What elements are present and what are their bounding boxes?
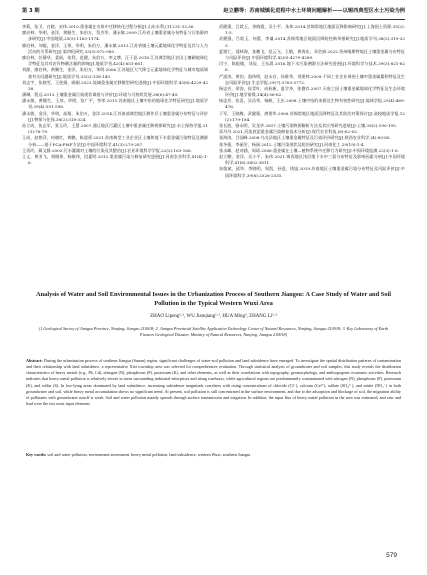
abstract [26, 358, 401, 407]
page-number: 579 [386, 552, 397, 559]
english-title: Analysis of Water and Soil Environmental Issues in the Urbanization Process of Southern Jiangsu: A Case Study of Water and Soil Pollution in the Typical Western Wuxi Area [35, 291, 392, 307]
running-header [22, 7, 405, 19]
reference-item: 武健强，吕敦玉，余晓霞，吴小平，朱伟.2014.苏锡常地区地面沉降影响研究[J].上海国土资源,35(2):1-5. [219, 24, 405, 36]
reference-item: 闫宁，陈振楼，刘辰，王东晨.2016.地下水污染溯源方法研究进展[J].环境科学与技术,39(3):821-826. [219, 61, 405, 73]
running-title: 赵立鹏等：苏南城镇化进程中水土环境问题解析——以锡西典型区水土污染为例 [223, 8, 405, 14]
reference-item: 朱俊斌，邱华，李晓明，周凯，孙进，钱旭.2019.苏南地区土壤重金属污染分布特征及风险评价[J].中国环境科学,39(6):2526-2535. [219, 166, 405, 178]
reference-item: 赵立鹏，金洋，吴小平，朱伟.2021.锡西地区浅层地下水中三氮分布特征及影响因素分析[J].中国环境科学,41(8):3802-3811. [219, 153, 405, 166]
reference-item: 杨忠芳，张喜，吴昌华，杨帆，王庆.2008.土壤中铅的来源及生物有效性研究[J].地球学报,29(4):469-476. [219, 98, 405, 110]
reference-item: 杨忠芳，余涛，侯青叶，成杭新，夏学齐，张德存.2007.天府之国土壤重金属地球化学特征及生态环境评价[J].地学前缘,14(4):56-62. [219, 85, 405, 98]
keywords [26, 452, 401, 458]
keywords-label: Key words: [26, 452, 47, 457]
reference-item: 张长波，骆永明，吴龙华.2007.土壤污染物源解析方法及其应用研究进展[J].土壤,39(2):190-195. [219, 123, 398, 128]
reference-item: 夏建仁，邵林海，张鹏飞，范云飞，王敏，黄海东，邓会娟.2022.贵州喀斯特地区土壤重金属分布特征与风险评价[J].中国环境科学,42(9):4279-4289. [219, 48, 405, 60]
reference-item: 孙立成，张志军，张玉玲，王慧.2007.通辽地区污灌区土壤中重金属迁移规律研究[J].水土保持学报,21(3):76-79. [22, 123, 208, 135]
reference-list [22, 24, 405, 284]
reference-item: 王义，黄亚飞，胡晓伟，杨敏伟，段素明.2012.重金属污染与修复研究进展[J].河南农业科学,41(4):1-6. [22, 153, 208, 166]
reference-column-left [22, 24, 208, 284]
abstract-label: Abstract: [26, 358, 43, 363]
reference-item: 张海涛，吕国峰.2008.乌光县地区土壤重金属特征及污染评价研究[J].陕西农业科学,(4):83-85. [219, 135, 391, 141]
author-list: ZHAO Lipeng¹·², WU Jianqiang¹·³, HUA Ming², ZHANG Li¹·³ [150, 314, 277, 319]
header-rule [22, 19, 405, 20]
reference-item: 张永峰，赵诗涵，周琦.2006.重金属在土壤—植物系统中迁移行为研究[J].中国环境监测,22(3):1-6. [219, 147, 399, 153]
reference-item: 廖启林，刘聪，金洋，王琼，华明，朱伯万，潘永敏.2013.江苏省镇土壤元素地球化学特征及其与人为活动的关系研究[J].第四纪研究,33(5):972-985. [22, 42, 208, 54]
reference-item: 章丹丹.2021.河流底泥重金属污染修复技术分析[J].现代农业科技,(8):62-63. [219, 129, 358, 135]
reference-item: 潘永敏，黄顺生，王琼，华明，张广平，李荣.2015.苏南地区土壤中铅的地球化学特征研究[J].地质学刊,39(4):591-598. [22, 98, 208, 110]
author-affiliations: (1.Geological Survey of Jiangsu Province, Nanjing, Jiangsu 210018; 2. Jiangsu Provincial Satellite Application Technology Center of Natural Resources, Nanjing, Jiangsu 210018; 3. Key Laboratory of Earth Fissures Geological Disaster, Ministry of Natural Resources, Nanjing, Jiangsu 210018) [38, 326, 389, 338]
reference-item: 潘琳，程远.2013.土壤重金属污染现状调查与评价[J].环境与可持续发展,38(6):47-49. [22, 92, 179, 98]
issue-number: 第 3 期 [22, 8, 40, 14]
reference-item: 王贵玲，蔺文静.2003.污水灌溉对土壤的污染及其整治[J].农业环境科学学报,22(2):163-166. [22, 147, 192, 153]
reference-item: 刘源，廖启林，黄顺生，金洋，朱伯万，华明.2006.江苏地区大气降尘元素地球化学特征与城市地质调查有关问题研究[J].地质学刊,33(2):138-149. [22, 67, 208, 79]
reference-item: 廖启林，任静华，姜丽，张利，范健，朱伯万，李文博，汪子意.2018.江苏典型地区农田土壤硒地球化学特征及其对农作物硒含量的影响[J].地质学刊,42(4):651-661. [22, 54, 208, 67]
reference-item: 于军，王晓梅，武健强，唐建华.2006.苏锡常地区地面沉降特征及其防治对策探讨[J].高校地质学报,12(2):179-184. [219, 110, 405, 122]
reference-item: 李莉，张卫，白晓，宋伟.2010.重金属在水体中迁移转化过程分析[J].山东水利,(11):31-33,36. [22, 24, 195, 29]
reference-column-right [219, 24, 405, 284]
reference-item: 潘永敏，金洋，华明，高翔，朱伯万，金洋.2014.江苏南部典型地区耕作层土壤重金属分布特征与评价[J].物探与化探,38(2):318-324. [22, 110, 208, 122]
abstract-text: During the urbanization process of southern Jiangsu (Sunan) region, significant challenges of water-soil pollution and land subsidence have emerged. To investigate the spatial distribution patterns of contamination and their relationship with land subsidence, a representative Xixi township area was selected for comprehensive evaluation. Through statistical analysis of groundwater and soil samples, this study reveals the distribution characteristics of heavy metals (e.g., Pb, Cd), nitrogen (N), phosphorus (P), potassium (K), and other elements, as well as their correlations with topography, geomorphology, and anthropogenic economic activities. Research indicates that heavy metal pollution is relatively severe in areas surrounding industrial enterprises and along roadways, while agricultural regions are predominantly contaminated with nitrogen (N), phosphorus (P), potassium (K), and sulfur (S). In low-lying areas dominated by land subsidence, increasing subsidence magnitude correlates with rising concentrations of chloride (Cl⁻), calcium (Ca²⁺), sulfate (SO₄²⁻), and nitrite (NO₂⁻) in both groundwater and soil, while heavy metal accumulation shows no significant trend. At present, soil pollution is still concentrated in the surface environment, and due to the adsorption and blockage of soil, the migration ability of pollutants with groundwater runoff is weak. Soil and water pollution mainly spreads through surface transmission and irrigation. In addition, the input flux of heavy metal pollution in the area was estimated, and zinc and lead were the two most input elements. [26, 358, 401, 407]
reference-item: 武健强，吕敦玉，何蕾，李谦.2014.苏锡常地区地面沉降防控新举措研究[J].地质学刊,38(2):319-323. [219, 36, 405, 48]
reference-item: 刘志宇，张晓雪，王欣娟，顾刚.2023.流域重金属迁移模型研究进展[J].中国环境科学,43(8):4229-4238. [22, 79, 208, 91]
reference-item: 严道涛，黄伯，邵伟明，赵永存，孙维华，刘建林.2009.不同工业企业周围土壤中重金属累积特征及生态风险评价[J].生态学报,29(7):3763-3772. [219, 73, 405, 85]
reference-item: 廖启林，华明，金洋，黄顺生，朱伯万，蔡杰华，潘永敏.2009.江苏省土壤重金属分布特征与污染源初步研究[J].中国地质,25(5):1163-1174. [22, 30, 208, 42]
keywords-text: soil and water pollution, environment assessment, heavy metal pollution, land subsidence, western Wuxi, southern Jiangsu [47, 452, 251, 457]
reference-item: 王成，赵艳萍，何晓红，黄鹏，陈道勇.2021.苏南典型工业企业区土壤和地下水重金属污染特征及溯源分析——基于PCA-PMF方法[J].中国环境科学,41(3):279-287. [22, 135, 208, 147]
reference-item: 张冬强，李丽芳，杨丽.2012.土壤污染现状及防治研究[J].河南化工,29(19):1-4. [219, 141, 365, 147]
